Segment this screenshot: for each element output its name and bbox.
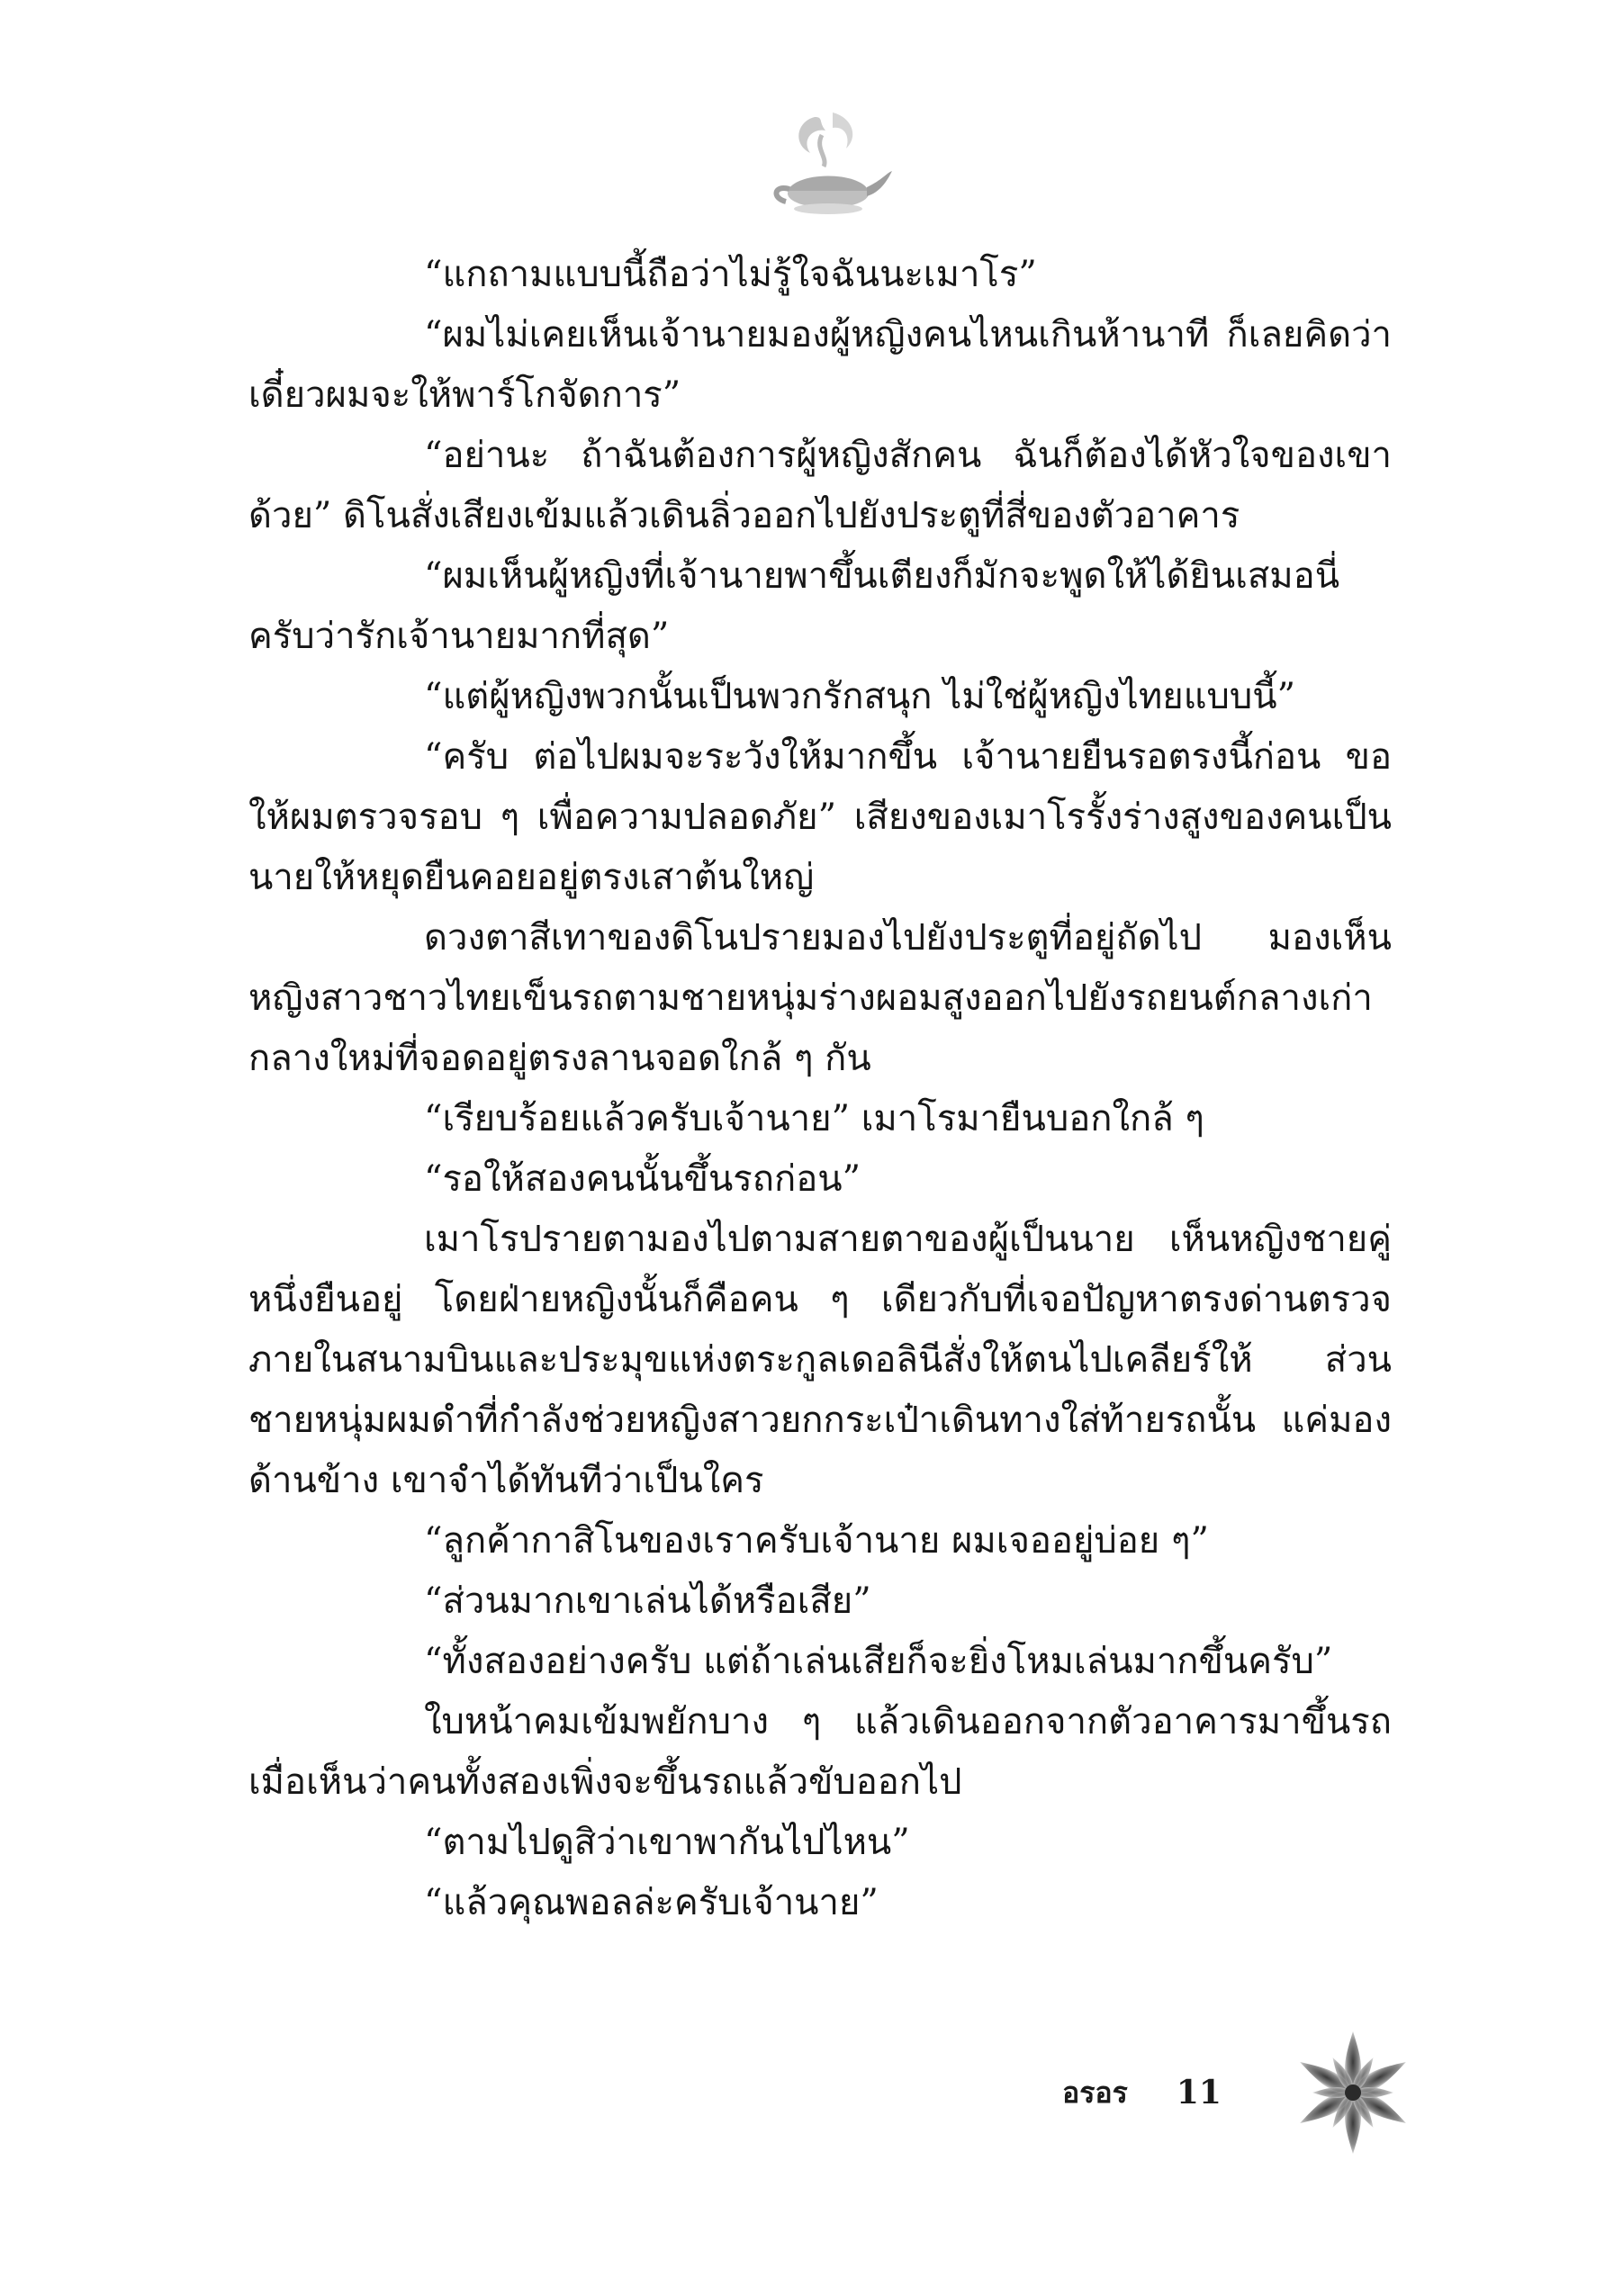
paragraph: “ผมเห็นผู้หญิงที่เจ้านายพาขึ้นเตียงก็มักจะพูดให้ได้ยินเสมอนี่ครับว่ารักเจ้านายมากที่สุด”: [248, 555, 1340, 657]
page-footer: [1062, 2066, 1222, 2120]
book-title: อรอร: [1062, 2075, 1128, 2110]
paragraph: “ลูกค้ากาสิโนของเราครับเจ้านาย ผมเจออยู่บ่อย ๆ”: [424, 1520, 1209, 1562]
paragraph: “ผมไม่เคยเห็นเจ้านายมองผู้หญิงคนไหนเกินห้านาที ก็เลยคิดว่าเดี๋ยวผมจะให้พาร์โกจัดการ”: [248, 314, 1392, 416]
paragraph: เมาโรปรายตามองไปตามสายตาของผู้เป็นนาย เห็นหญิงชายคู่หนึ่งยืนอยู่ โดยฝ่ายหญิงนั้นก็คือคน ๆ เดียวกับที่เจอปัญหาตรงด่านตรวจภายในสนามบินและประมุขแห่งตระกูลเดอลินีสั่งให้ตนไปเคลียร์ให้ ส่วนชายหนุ่มผมดำที่กำลังช่วยหญิงสาวยกกระเป๋าเดินทางใส่ท้ายรถนั้น แค่มองด้านข้าง เขาจำได้ทันทีว่าเป็นใคร: [248, 1219, 1392, 1501]
paragraph: ดวงตาสีเทาของดิโนปรายมองไปยังประตูที่อยู่ถัดไป มองเห็นหญิงสาวชาวไทยเข็นรถตามชายหนุ่มร่างผอมสูงออกไปยังรถยนต์กลางเก่ากลางใหม่ที่จอดอยู่ตรงลานจอดใกล้ ๆ กัน: [248, 917, 1392, 1079]
flower-ornament-icon: [1285, 2025, 1420, 2160]
paragraph: “อย่านะ ถ้าฉันต้องการผู้หญิงสักคน ฉันก็ต้องได้หัวใจของเขาด้วย” ดิโนสั่งเสียงเข้มแล้วเดินลิ่วออกไปยังประตูที่สี่ของตัวอาคาร: [248, 435, 1392, 536]
paragraph: “แล้วคุณพอลล่ะครับเจ้านาย”: [424, 1882, 879, 1923]
page-number: 11: [1176, 2074, 1222, 2111]
paragraph: “เรียบร้อยแล้วครับเจ้านาย” เมาโรมายืนบอกใกล้ ๆ: [424, 1098, 1204, 1139]
paragraph: “รอให้สองคนนั้นขึ้นรถก่อน”: [424, 1158, 861, 1200]
paragraph: “ครับ ต่อไปผมจะระวังให้มากขึ้น เจ้านายยืนรอตรงนี้ก่อน ขอให้ผมตรวจรอบ ๆ เพื่อความปลอดภัย” เสียงของเมาโรรั้งร่างสูงของคนเป็นนายให้หยุดยืนคอยอยู่ตรงเสาต้นใหญ่: [248, 736, 1392, 898]
paragraph: “ทั้งสองอย่างครับ แต่ถ้าเล่นเสียก็จะยิ่งโหมเล่นมากขึ้นครับ”: [424, 1641, 1333, 1682]
paragraph: “แต่ผู้หญิงพวกนั้นเป็นพวกรักสนุก ไม่ใช่ผู้หญิงไทยแบบนี้”: [424, 676, 1296, 717]
paragraph: ใบหน้าคมเข้มพยักบาง ๆ แล้วเดินออกจากตัวอาคารมาขึ้นรถเมื่อเห็นว่าคนทั้งสองเพิ่งจะขึ้นรถแล้วขับออกไป: [248, 1701, 1392, 1803]
paragraph: “แกถามแบบนี้ถือว่าไม่รู้ใจฉันนะเมาโร”: [424, 254, 1037, 295]
teapot-ornament-icon: [761, 108, 896, 225]
paragraph: “ตามไปดูสิว่าเขาพากันไปไหน”: [424, 1822, 910, 1863]
paragraph: “ส่วนมากเขาเล่นได้หรือเสีย”: [424, 1580, 871, 1622]
body-text: [248, 245, 1392, 1933]
